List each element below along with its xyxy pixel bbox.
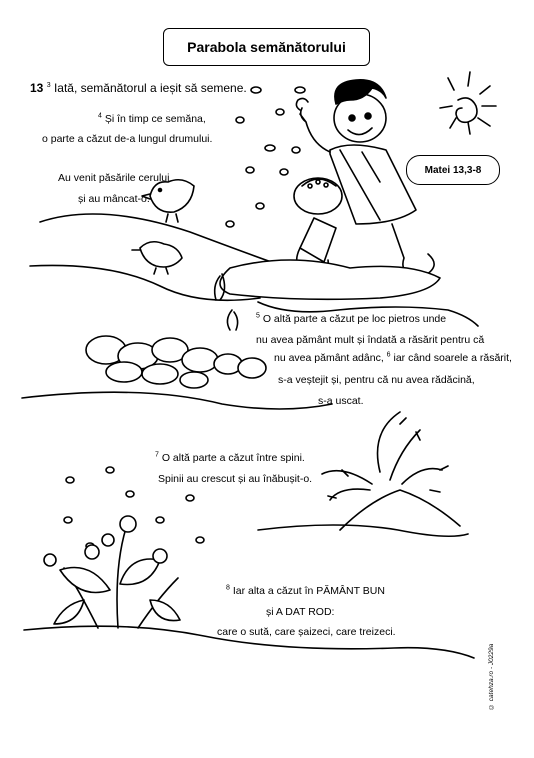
verse-3 (30, 82, 247, 95)
verse-text: iar când soarele a răsărit, (393, 352, 512, 364)
verse-number: 6 (386, 351, 391, 359)
verse-5-line2: nu avea pământ mult și îndată a răsărit pentru că (256, 334, 485, 346)
verse-4-line2: o parte a căzut de-a lungul drumului. (42, 133, 213, 145)
verse-number: 3 (46, 82, 51, 89)
verse-number: 7 (155, 451, 159, 459)
verse-number: 5 (256, 312, 260, 320)
bird-icon (132, 242, 182, 274)
verse-4-line4: și au mâncat-o. (78, 193, 150, 205)
verse-number: 8 (226, 584, 230, 592)
copyright-credit: © catehza.ro - J0229a (488, 643, 495, 710)
chapter-number: 13 (30, 81, 44, 95)
scripture-reference: Matei 13,3-8 (406, 155, 500, 185)
page-title: Parabola semănătorului (163, 28, 370, 66)
verse-5-line1 (256, 313, 446, 326)
verse-6-line5: s-a uscat. (318, 395, 364, 407)
verse-text: O altă parte a căzut pe loc pietros unde (262, 313, 447, 325)
verse-5-line3 (274, 352, 512, 365)
verse-number: 4 (98, 112, 102, 120)
verse-text: O altă parte a căzut între spini. (161, 452, 305, 464)
verse-text: Iată, semănătorul a ieșit să semene. (53, 81, 247, 95)
verse-8-line1 (226, 585, 385, 598)
verse-text: Și în timp ce semăna, (104, 113, 206, 125)
stones (86, 336, 266, 388)
verse-7-line2: Spinii au crescut și au înăbușit-o. (158, 473, 313, 485)
verse-text: Iar alta a căzut în PĂMÂNT BUN (232, 585, 385, 597)
verse-8-line2: și A DAT ROD: (266, 606, 335, 618)
flower-plant (44, 516, 180, 628)
thorns (322, 412, 460, 530)
sun-icon (440, 72, 496, 134)
bird-icon (142, 180, 194, 222)
verse-4-line3: Au venit păsările cerului (58, 172, 170, 184)
verse-8-line3: care o sută, care șaizeci, care treizeci. (217, 626, 396, 638)
verse-text: nu avea pământ adânc, (274, 352, 384, 364)
verse-7-line1 (155, 452, 305, 465)
verse-6-line4: s-a veștejit și, pentru că nu avea rădăcină, (278, 374, 475, 386)
